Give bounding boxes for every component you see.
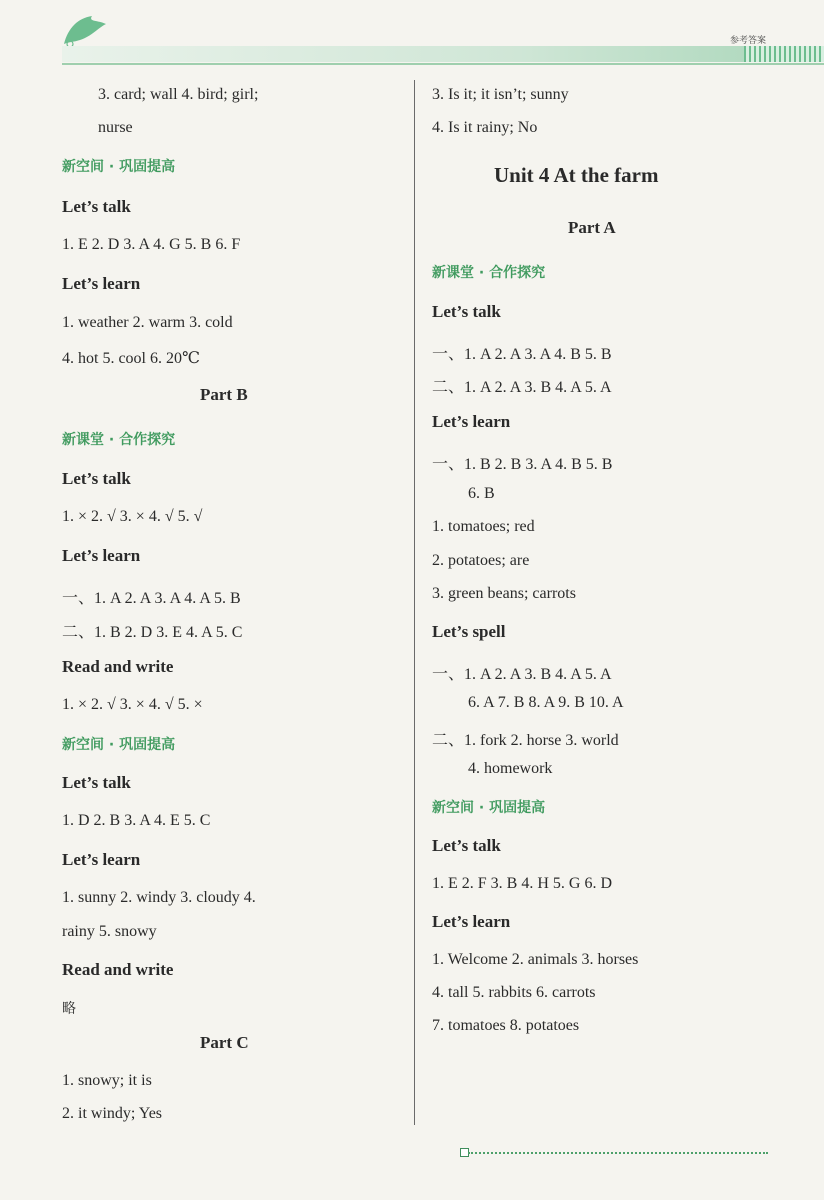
subheading: Let’s talk bbox=[62, 773, 131, 792]
answer-line: 2. potatoes; are bbox=[432, 552, 530, 569]
answer-line: 7. tomatoes 8. potatoes bbox=[432, 1017, 580, 1034]
subheading: Let’s learn bbox=[62, 850, 141, 869]
part-heading: Part C bbox=[200, 1033, 249, 1052]
answer-line: 一、1. A 2. A 3. A 4. B 5. B bbox=[432, 346, 612, 363]
answer-line: rainy 5. snowy bbox=[62, 923, 157, 940]
unit-title: Unit 4 At the farm bbox=[494, 163, 659, 187]
subheading: Read and write bbox=[62, 657, 174, 676]
answer-line: 一、1. A 2. A 3. A 4. A 5. B bbox=[62, 590, 241, 607]
answer-line: 3. green beans; carrots bbox=[432, 585, 576, 602]
answer-line: 1. Welcome 2. animals 3. horses bbox=[432, 951, 639, 968]
answer-line: 6. A 7. B 8. A 9. B 10. A bbox=[468, 694, 624, 711]
section-heading: 新空间 · 巩固提高 bbox=[62, 737, 176, 753]
header-band bbox=[62, 46, 824, 62]
section-heading: 新空间 · 巩固提高 bbox=[62, 159, 176, 175]
answer-line: nurse bbox=[98, 119, 133, 136]
answer-line: 1. E 2. F 3. B 4. H 5. G 6. D bbox=[432, 875, 613, 892]
answer-line: 1. tomatoes; red bbox=[432, 518, 535, 535]
footer-dotted-rule bbox=[468, 1152, 768, 1156]
subheading: Let’s talk bbox=[432, 302, 501, 321]
subheading: Let’s learn bbox=[62, 274, 141, 293]
answer-line: 1. × 2. √ 3. × 4. √ 5. √ bbox=[62, 508, 203, 525]
answer-line: 1. snowy; it is bbox=[62, 1072, 152, 1089]
section-heading: 新课堂 · 合作探究 bbox=[62, 432, 176, 448]
answer-line: 1. × 2. √ 3. × 4. √ 5. × bbox=[62, 696, 203, 713]
answer-line: 二、1. A 2. A 3. B 4. A 5. A bbox=[432, 379, 612, 396]
subheading: Let’s learn bbox=[432, 412, 511, 431]
answer-line: 1. D 2. B 3. A 4. E 5. C bbox=[62, 812, 211, 829]
subheading: Let’s talk bbox=[62, 197, 131, 216]
answer-line: 4. tall 5. rabbits 6. carrots bbox=[432, 984, 596, 1001]
answer-line: 一、1. B 2. B 3. A 4. B 5. B bbox=[432, 456, 613, 473]
answer-line: 二、1. fork 2. horse 3. world bbox=[432, 732, 619, 749]
subheading: Let’s learn bbox=[432, 912, 511, 931]
section-heading: 新课堂 · 合作探究 bbox=[432, 265, 546, 281]
subheading: Read and write bbox=[62, 960, 174, 979]
header-rule bbox=[62, 63, 824, 65]
answer-line: 一、1. A 2. A 3. B 4. A 5. A bbox=[432, 666, 612, 683]
part-heading: Part A bbox=[568, 218, 616, 237]
answer-line: 1. E 2. D 3. A 4. G 5. B 6. F bbox=[62, 236, 241, 253]
section-heading: 新空间 · 巩固提高 bbox=[432, 800, 546, 816]
column-divider bbox=[414, 80, 415, 1125]
answer-line: 1. weather 2. warm 3. cold bbox=[62, 314, 233, 331]
header-stripes bbox=[744, 46, 824, 62]
answer-line: 二、1. B 2. D 3. E 4. A 5. C bbox=[62, 624, 243, 641]
answer-line: 3. Is it; it isn’t; sunny bbox=[432, 86, 569, 103]
subheading: Let’s talk bbox=[62, 469, 131, 488]
answer-line: 略 bbox=[62, 1001, 76, 1017]
subheading: Let’s spell bbox=[432, 622, 506, 641]
leaf-logo-icon bbox=[58, 10, 110, 50]
subheading: Let’s learn bbox=[62, 546, 141, 565]
header-label: 参考答案 bbox=[729, 36, 766, 46]
answer-line: 6. B bbox=[468, 485, 495, 502]
page-header bbox=[0, 0, 824, 70]
answer-line: 4. Is it rainy; No bbox=[432, 119, 538, 136]
subheading: Let’s talk bbox=[432, 836, 501, 855]
answer-line: 1. sunny 2. windy 3. cloudy 4. bbox=[62, 889, 256, 906]
answer-line: 3. card; wall 4. bird; girl; bbox=[98, 86, 259, 103]
answer-line: 4. homework bbox=[468, 760, 553, 777]
answer-line: 4. hot 5. cool 6. 20℃ bbox=[62, 350, 200, 367]
part-heading: Part B bbox=[200, 385, 248, 404]
answer-line: 2. it windy; Yes bbox=[62, 1105, 163, 1122]
